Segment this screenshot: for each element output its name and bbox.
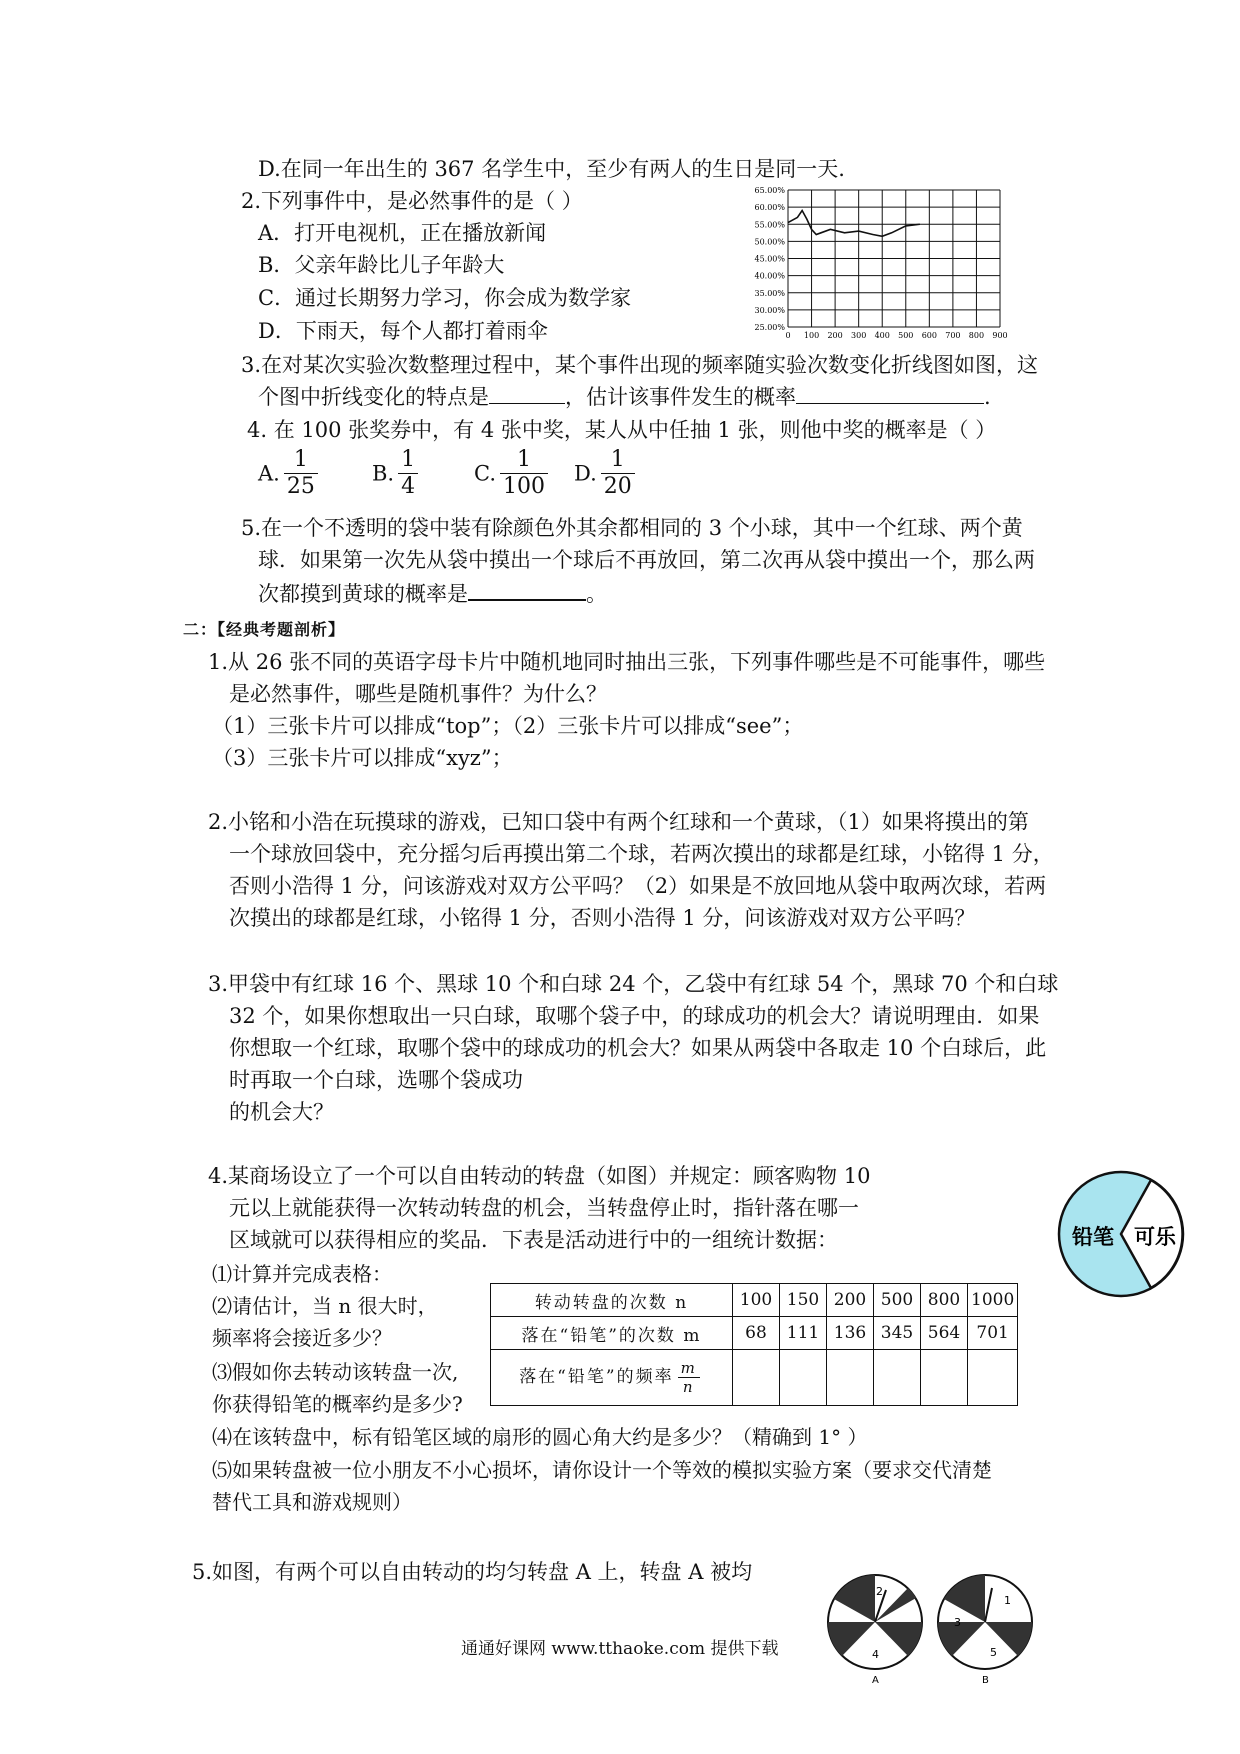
- chart-ytick-label: 60.00%: [754, 203, 785, 213]
- q3-text-a: 个图中折线变化的特点是: [258, 385, 489, 409]
- q5-line3: 次都摸到黄球的概率是 。: [258, 579, 607, 608]
- disk-a-name: A: [872, 1675, 879, 1686]
- fraction: $\frac{1}{20}$: [601, 447, 635, 500]
- table-header-cell: 转动转盘的次数 n: [491, 1284, 733, 1317]
- p4-sub3b: 你获得铅笔的概率约是多少?: [212, 1392, 463, 1416]
- q3-text-c: .: [984, 385, 991, 409]
- q4-option-a: A. $\frac{1}{25}$: [258, 447, 322, 500]
- chart-xtick-label: 900: [992, 331, 1008, 340]
- p4-sub4: ⑷在该转盘中，标有铅笔区域的扇形的圆心角大约是多少？（精确到 1° ）: [212, 1425, 868, 1449]
- table-cell: 564: [921, 1317, 968, 1350]
- disk-a-label: 4: [872, 1648, 879, 1661]
- fraction: $\frac{1}{100}$: [500, 447, 548, 500]
- table-header-cell: 落在“铅笔”的次数 m: [491, 1317, 733, 1350]
- disk-b-label: 3: [954, 1616, 961, 1629]
- table-cell: 500: [874, 1284, 921, 1317]
- table-row: [491, 1284, 1018, 1317]
- p4-sub5: ⑸如果转盘被一位小朋友不小心损坏，请你设计一个等效的模拟实验方案（要求交代清楚: [212, 1458, 992, 1482]
- chart-xtick-label: 100: [803, 331, 820, 340]
- footer-text: 通通好课网 www.tthaoke.com 提供下载: [461, 1639, 779, 1659]
- chart-xtick-label: 400: [874, 331, 890, 340]
- chart-ytick-label: 25.00%: [754, 323, 785, 332]
- p4-line2: 元以上就能获得一次转动转盘的机会，当转盘停止时，指针落在哪一: [229, 1196, 859, 1220]
- chart-series-line: [788, 211, 920, 237]
- frequency-line-chart: [740, 182, 1010, 342]
- chart-ytick-label: 40.00%: [754, 271, 785, 281]
- p3-line2: 32 个，如果你想取出一只白球，取哪个袋子中，的球成功的机会大？请说明理由．如果: [229, 1004, 1040, 1028]
- table-cell: 701: [968, 1317, 1018, 1350]
- section-heading: 二：【经典考题剖析】: [183, 620, 346, 639]
- p3-line5: 的机会大？: [229, 1100, 334, 1124]
- p1-line4: （3）三张卡片可以排成“xyz”；: [212, 746, 513, 770]
- table-input-cell[interactable]: [827, 1350, 874, 1406]
- q3-blank-1[interactable]: [489, 383, 565, 404]
- chart-xtick-label: 600: [921, 331, 937, 340]
- p2-line4: 次摸出的球都是红球，小铭得 1 分，否则小浩得 1 分，问该游戏对双方公平吗？: [229, 906, 976, 930]
- p3-line1: 3.甲袋中有红球 16 个、黑球 10 个和白球 24 个，乙袋中有红球 54 个，黑球 70 个和白球: [208, 972, 1059, 996]
- chart-ytick-label: 45.00%: [754, 254, 785, 264]
- q4-stem: 4. 在 100 张奖券中，有 4 张中奖，某人从中任抽 1 张，则他中奖的概率是（ ）: [247, 418, 997, 442]
- q3-line2: [258, 383, 991, 411]
- disk-b-name: B: [982, 1675, 989, 1686]
- p2-line3: 否则小浩得 1 分，问该游戏对双方公平吗？（2）如果是不放回地从袋中取两次球，若两: [229, 874, 1047, 898]
- table-input-cell[interactable]: [780, 1350, 827, 1406]
- table-cell: 136: [827, 1317, 874, 1350]
- table-input-cell[interactable]: [921, 1350, 968, 1406]
- fraction: $\frac{1}{25}$: [284, 447, 318, 500]
- chart-ytick-label: 50.00%: [754, 237, 785, 247]
- p3-line3: 你想取一个红球，取哪个袋中的球成功的机会大？如果从两袋中各取走 10 个白球后，此: [229, 1036, 1047, 1060]
- q2-option-b: B．父亲年龄比儿子年龄大: [258, 253, 505, 277]
- table-row: [491, 1317, 1018, 1350]
- p1-line2: 是必然事件，哪些是随机事件？为什么？: [229, 682, 607, 706]
- q3-line1: 3.在对某次实验次数整理过程中，某个事件出现的频率随实验次数变化折线图如图，这: [241, 353, 1039, 377]
- q2-option-a: A．打开电视机，正在播放新闻: [258, 221, 547, 245]
- table-cell: 345: [874, 1317, 921, 1350]
- q2-option-d: D．下雨天，每个人都打着雨伞: [258, 319, 548, 343]
- chart-xtick-label: 700: [945, 331, 961, 340]
- chart-ytick-label: 55.00%: [754, 220, 785, 230]
- p4-sub1: ⑴计算并完成表格：: [212, 1262, 392, 1286]
- table-cell: 68: [733, 1317, 780, 1350]
- chart-ytick-label: 35.00%: [754, 288, 785, 298]
- chart-xtick-label: 300: [851, 331, 867, 340]
- table-cell: 800: [921, 1284, 968, 1317]
- chart-ytick-label: 30.00%: [754, 305, 785, 315]
- p4-sub3: ⑶假如你去转动该转盘一次,: [212, 1360, 459, 1384]
- statistics-table: [490, 1283, 1018, 1406]
- q4-option-b: B. $\frac{1}{4}$: [372, 447, 422, 500]
- chart-xtick-label: 500: [898, 331, 914, 340]
- p1-line3: （1）三张卡片可以排成“top”；（2）三张卡片可以排成“see”；: [212, 714, 804, 738]
- spinner-a-diagram: [820, 1570, 930, 1690]
- chart-ytick-label: 65.00%: [754, 186, 785, 195]
- q4-option-c: C. $\frac{1}{100}$: [474, 447, 552, 500]
- p4-line3: 区域就可以获得相应的奖品．下表是活动进行中的一组统计数据：: [229, 1228, 838, 1252]
- q3-text-b: ，估计该事件发生的概率: [565, 385, 796, 409]
- table-input-cell[interactable]: [733, 1350, 780, 1406]
- table-input-cell[interactable]: [874, 1350, 921, 1406]
- table-cell: 200: [827, 1284, 874, 1317]
- disk-a-label: 2: [876, 1585, 883, 1598]
- q4-option-d: D. $\frac{1}{20}$: [574, 447, 639, 500]
- q2-stem: 2.下列事件中，是必然事件的是（ ）: [241, 189, 583, 213]
- disk-b-label: 1: [1004, 1594, 1011, 1607]
- p3-line4: 时再取一个白球，选哪个袋成功: [229, 1068, 523, 1092]
- p5-line1: 5.如图，有两个可以自由转动的均匀转盘 A 上，转盘 A 被均: [192, 1560, 753, 1584]
- p1-line1: 1.从 26 张不同的英语字母卡片中随机地同时抽出三张，下列事件哪些是不可能事件，哪些: [208, 650, 1046, 674]
- p4-sub2: ⑵请估计，当 n 很大时，: [212, 1294, 438, 1318]
- table-row: [491, 1350, 1018, 1406]
- p4-sub2b: 频率将会接近多少？: [212, 1326, 392, 1350]
- spinner-cola-label: 可乐: [1134, 1225, 1176, 1249]
- chart-xtick-label: 0: [785, 331, 791, 340]
- q2-option-c: C．通过长期努力学习，你会成为数学家: [258, 286, 632, 310]
- table-cell: 111: [780, 1317, 827, 1350]
- table-cell: 1000: [968, 1284, 1018, 1317]
- disk-b-label: 5: [990, 1646, 997, 1659]
- spinner-b-diagram: [930, 1570, 1040, 1690]
- fraction: $\frac{1}{4}$: [398, 447, 418, 500]
- table-cell: 150: [780, 1284, 827, 1317]
- p2-line2: 一个球放回袋中，充分摇匀后再摸出第二个球，若两次摸出的球都是红球，小铭得 1 分，: [229, 842, 1054, 866]
- chart-xtick-label: 200: [827, 331, 843, 340]
- table-header-cell: 落在“铅笔”的频率 $\frac{m}{n}$: [491, 1350, 733, 1406]
- q1-option-d: D.在同一年出生的 367 名学生中，至少有两人的生日是同一天.: [258, 157, 845, 181]
- p4-line1: 4.某商场设立了一个可以自由转动的转盘（如图）并规定：顾客购物 10: [208, 1164, 871, 1188]
- p2-line1: 2.小铭和小浩在玩摸球的游戏，已知口袋中有两个红球和一个黄球，（1）如果将摸出的第: [208, 810, 1029, 834]
- prize-spinner: [1055, 1168, 1187, 1300]
- p4-sub5b: 替代工具和游戏规则）: [212, 1490, 412, 1514]
- spinner-pencil-label: 铅笔: [1072, 1225, 1114, 1249]
- table-cell: 100: [733, 1284, 780, 1317]
- q5-line1: 5.在一个不透明的袋中装有除颜色外其余都相同的 3 个小球，其中一个红球、两个黄: [241, 516, 1023, 540]
- q5-blank[interactable]: [468, 579, 586, 601]
- q5-line2: 球．如果第一次先从袋中摸出一个球后不再放回，第二次再从袋中摸出一个，那么两: [258, 548, 1035, 572]
- chart-xtick-label: 800: [968, 331, 985, 340]
- q3-blank-2[interactable]: [796, 383, 984, 404]
- table-input-cell[interactable]: [968, 1350, 1018, 1406]
